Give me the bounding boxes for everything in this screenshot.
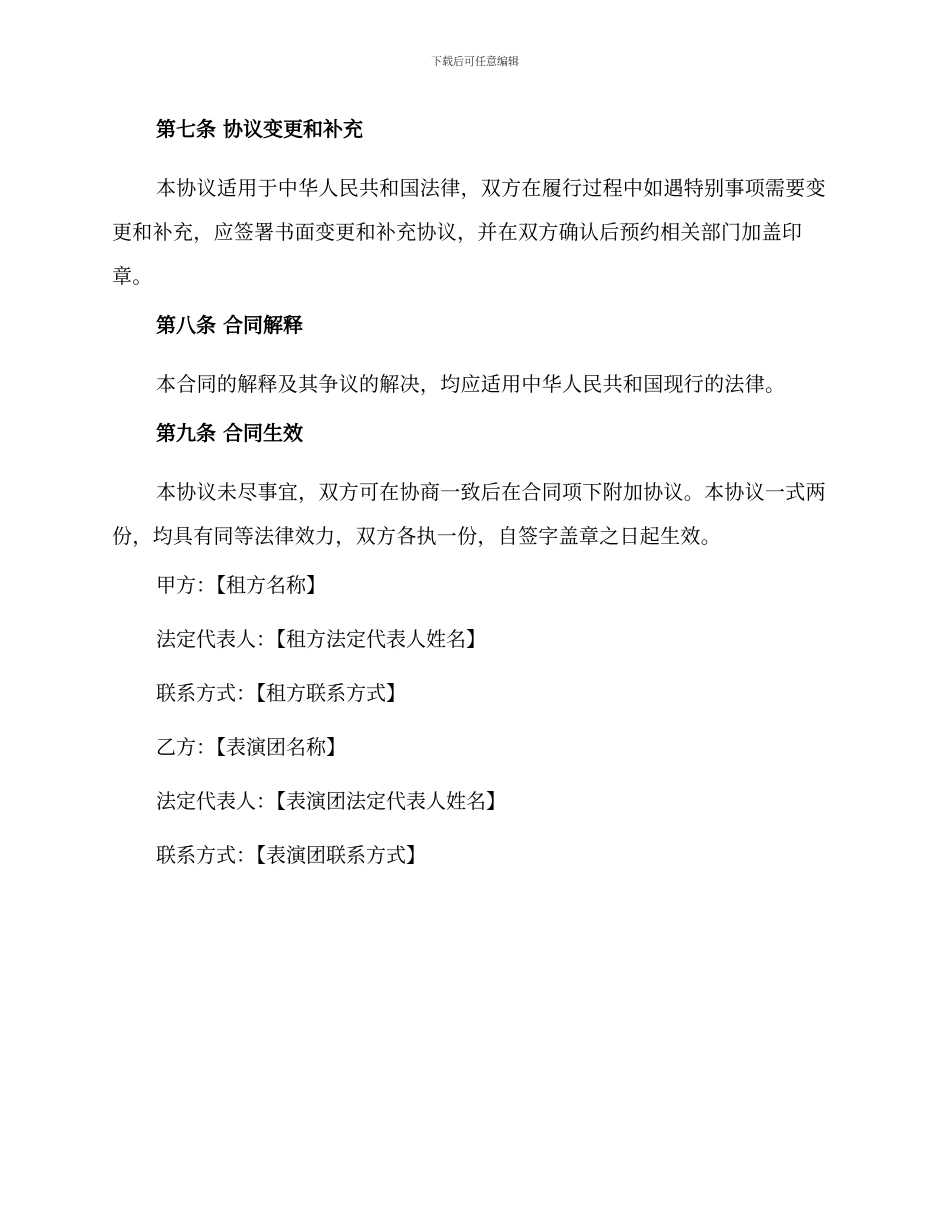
party-a-name: 甲方：【租方名称】 [156, 573, 326, 597]
section-article-9 [112, 416, 832, 558]
document-body [112, 112, 832, 892]
section-article-7 [112, 112, 832, 298]
page-header-note: 下载后可任意编辑 [431, 55, 519, 68]
section-article-8 [112, 308, 832, 406]
section-paragraph: 本协议未尽事宜，双方可在协商一致后在合同项下附加协议。本协议一式两份，均具有同等法律效力，双方各执一份，自签字盖章之日起生效。 [112, 480, 826, 548]
section-paragraph: 本协议适用于中华人民共和国法律，双方在履行过程中如遇特别事项需要变更和补充，应签署书面变更和补充协议，并在双方确认后预约相关部门加盖印章。 [112, 176, 826, 288]
section-heading: 第九条 合同生效 [156, 421, 303, 445]
section-heading: 第七条 协议变更和补充 [156, 117, 363, 141]
section-heading: 第八条 合同解释 [156, 313, 303, 337]
party-b-representative: 法定代表人：【表演团法定代表人姓名】 [156, 789, 506, 813]
signature-block [112, 568, 832, 872]
party-b-name: 乙方：【表演团名称】 [156, 735, 346, 759]
section-paragraph: 本合同的解释及其争议的解决，均应适用中华人民共和国现行的法律。 [156, 372, 786, 396]
party-b-contact: 联系方式：【表演团联系方式】 [156, 843, 426, 867]
party-a-contact: 联系方式：【租方联系方式】 [156, 681, 406, 705]
party-a-representative: 法定代表人：【租方法定代表人姓名】 [156, 627, 486, 651]
